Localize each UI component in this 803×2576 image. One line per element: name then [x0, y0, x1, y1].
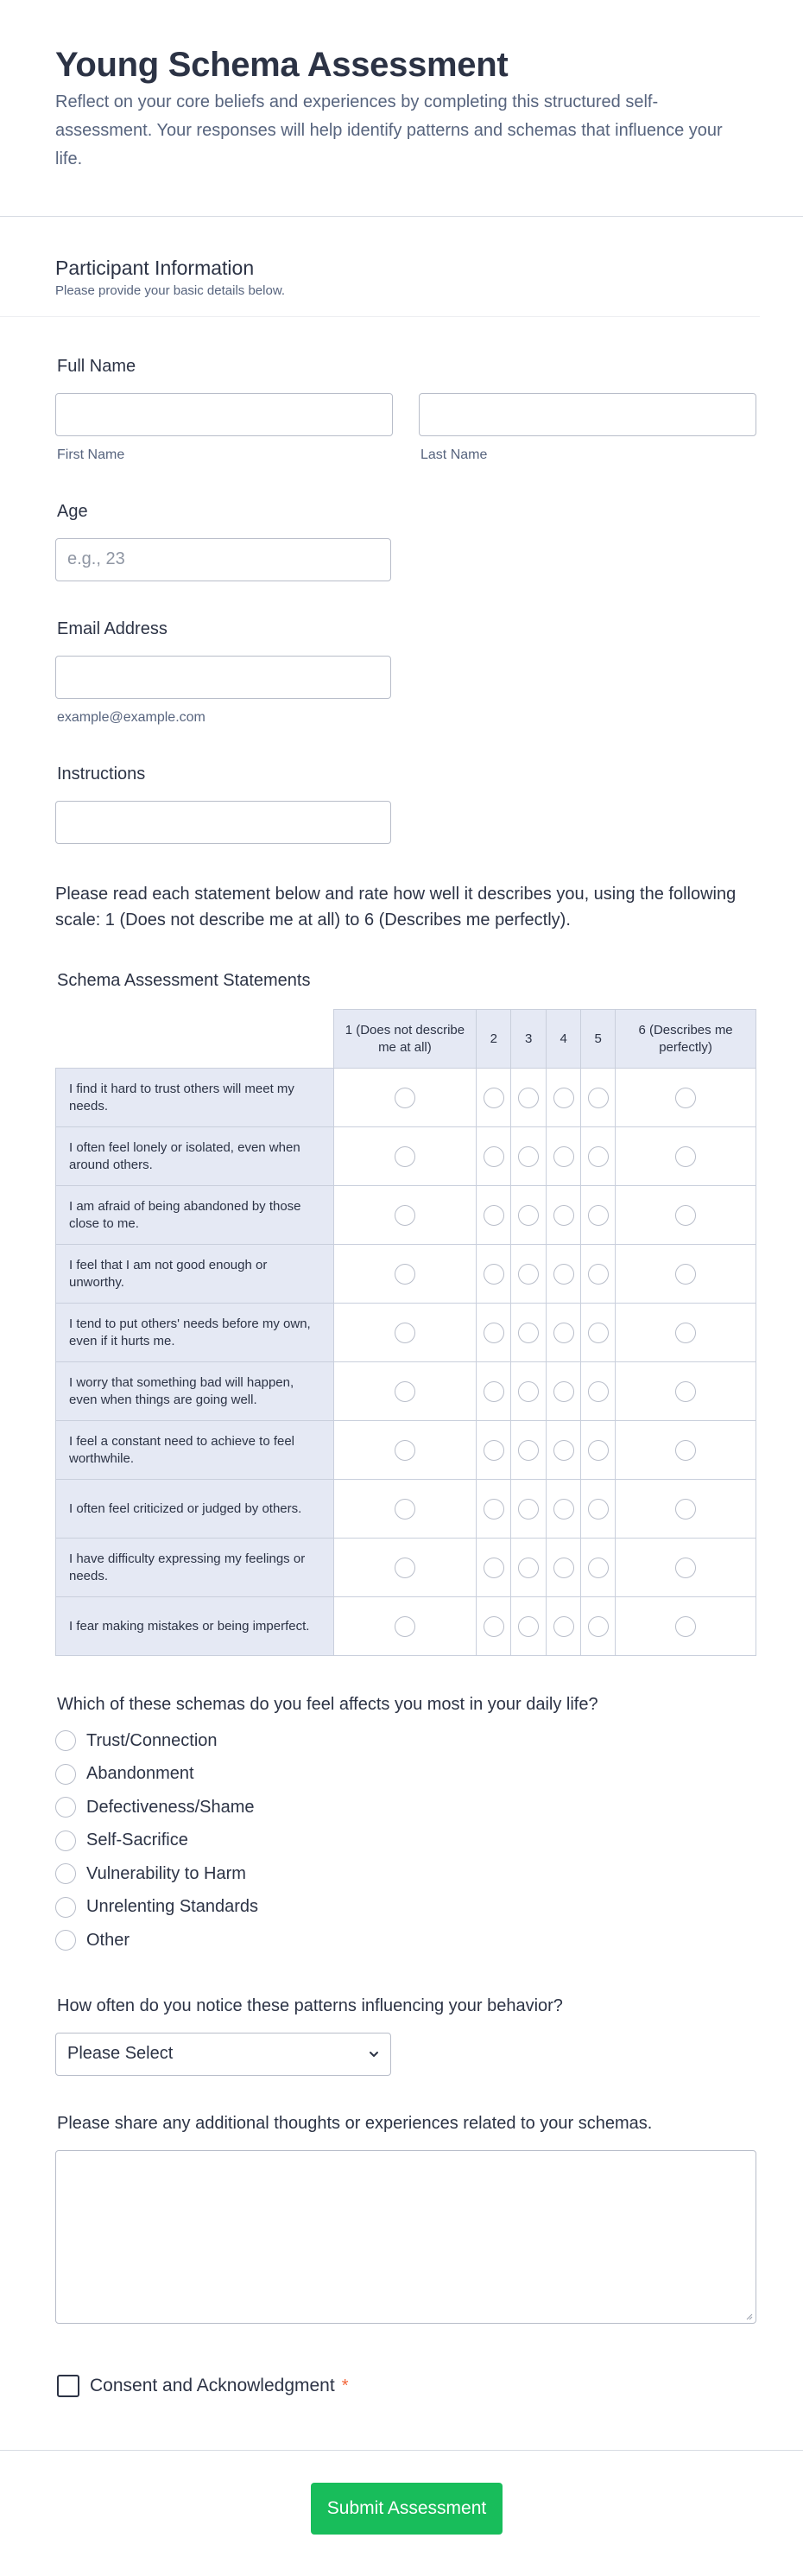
matrix-radio[interactable]	[518, 1381, 539, 1402]
matrix-cell	[581, 1597, 616, 1656]
matrix-cell	[581, 1421, 616, 1480]
consent-label: Consent and Acknowledgment	[90, 2376, 335, 2395]
matrix-row	[56, 1186, 756, 1245]
matrix-cell	[616, 1127, 756, 1186]
email-label: Email Address	[57, 619, 168, 638]
matrix-radio[interactable]	[553, 1323, 574, 1343]
matrix-radio[interactable]	[484, 1616, 504, 1637]
matrix-row	[56, 1304, 756, 1362]
first-name-sublabel: First Name	[57, 447, 125, 462]
matrix-radio[interactable]	[675, 1146, 696, 1167]
matrix-cell	[616, 1421, 756, 1480]
matrix-cell	[616, 1304, 756, 1362]
matrix-cell	[511, 1186, 547, 1245]
matrix-radio[interactable]	[395, 1558, 415, 1578]
matrix-row-statement: I tend to put others' needs before my own, even if it hurts me.	[56, 1304, 334, 1362]
matrix-cell	[547, 1539, 581, 1597]
matrix-radio[interactable]	[395, 1205, 415, 1226]
matrix-cell	[511, 1304, 547, 1362]
schema-option-radio[interactable]	[55, 1764, 76, 1785]
matrix-radio[interactable]	[588, 1440, 609, 1461]
matrix-column-header: 5	[581, 1010, 616, 1069]
form-header	[0, 0, 803, 217]
matrix-radio[interactable]	[675, 1088, 696, 1108]
matrix-cell	[581, 1480, 616, 1539]
matrix-cell	[547, 1421, 581, 1480]
matrix-cell	[511, 1127, 547, 1186]
submit-button[interactable]: Submit Assessment	[311, 2483, 503, 2535]
schema-option[interactable]	[55, 1929, 130, 1951]
matrix-cell	[333, 1539, 477, 1597]
matrix-radio[interactable]	[518, 1440, 539, 1461]
participant-section-header	[0, 217, 760, 317]
matrix-radio[interactable]	[675, 1440, 696, 1461]
chevron-down-icon	[368, 2048, 380, 2060]
matrix-row	[56, 1539, 756, 1597]
matrix-corner	[56, 1010, 334, 1069]
matrix-radio[interactable]	[675, 1323, 696, 1343]
matrix-radio[interactable]	[518, 1558, 539, 1578]
matrix-cell	[547, 1304, 581, 1362]
schema-option-radio[interactable]	[55, 1830, 76, 1851]
matrix-cell	[616, 1069, 756, 1127]
matrix-cell	[511, 1421, 547, 1480]
matrix-row-statement: I find it hard to trust others will meet my needs.	[56, 1069, 334, 1127]
matrix-row	[56, 1480, 756, 1539]
matrix-row	[56, 1127, 756, 1186]
matrix-radio[interactable]	[484, 1205, 504, 1226]
matrix-radio[interactable]	[588, 1264, 609, 1285]
matrix-row-statement: I feel a constant need to achieve to feel worthwhile.	[56, 1421, 334, 1480]
schema-choice-label: Which of these schemas do you feel affects you most in your daily life?	[57, 1695, 598, 1714]
schema-option-label: Trust/Connection	[86, 1730, 218, 1750]
matrix-radio[interactable]	[675, 1381, 696, 1402]
matrix-row-statement: I worry that something bad will happen, even when things are going well.	[56, 1362, 334, 1421]
section-subtitle: Please provide your basic details below.	[55, 283, 285, 298]
schema-option-label: Abandonment	[86, 1764, 194, 1783]
matrix-cell	[333, 1304, 477, 1362]
resize-handle-icon[interactable]	[744, 2312, 753, 2320]
matrix-radio[interactable]	[553, 1440, 574, 1461]
frequency-select[interactable]	[55, 2033, 391, 2076]
matrix-cell	[333, 1186, 477, 1245]
matrix-cell	[477, 1597, 511, 1656]
matrix-radio[interactable]	[518, 1616, 539, 1637]
matrix-radio[interactable]	[395, 1264, 415, 1285]
matrix-row-statement: I feel that I am not good enough or unworthy.	[56, 1245, 334, 1304]
matrix-column-header: 2	[477, 1010, 511, 1069]
matrix-label: Schema Assessment Statements	[57, 971, 311, 990]
matrix-cell	[477, 1480, 511, 1539]
schema-option-label: Defectiveness/Shame	[86, 1797, 255, 1817]
schema-matrix	[55, 1009, 756, 1656]
matrix-radio[interactable]	[588, 1558, 609, 1578]
matrix-column-header: 3	[511, 1010, 547, 1069]
matrix-radio[interactable]	[588, 1323, 609, 1343]
thoughts-label: Please share any additional thoughts or experiences related to your schemas.	[57, 2114, 653, 2133]
last-name-input[interactable]	[419, 393, 756, 436]
matrix-radio[interactable]	[484, 1323, 504, 1343]
matrix-radio[interactable]	[395, 1440, 415, 1461]
matrix-cell	[616, 1186, 756, 1245]
first-name-input[interactable]	[55, 393, 393, 436]
schema-option-label: Other	[86, 1930, 130, 1950]
matrix-radio[interactable]	[588, 1146, 609, 1167]
matrix-cell	[333, 1245, 477, 1304]
matrix-cell	[477, 1245, 511, 1304]
matrix-cell	[581, 1539, 616, 1597]
matrix-cell	[511, 1539, 547, 1597]
full-name-label: Full Name	[57, 357, 136, 376]
matrix-radio[interactable]	[518, 1088, 539, 1108]
schema-option[interactable]	[55, 1763, 194, 1786]
schema-option[interactable]	[55, 1729, 218, 1752]
instructions-text: Please read each statement below and rate how well it describes you, using the following scale: 1 (Does not describe me at all) to 6 (Describes me perfectly).	[55, 885, 737, 930]
matrix-radio[interactable]	[553, 1205, 574, 1226]
matrix-radio[interactable]	[553, 1616, 574, 1637]
matrix-column-header: 4	[547, 1010, 581, 1069]
matrix-radio[interactable]	[553, 1558, 574, 1578]
matrix-radio[interactable]	[588, 1381, 609, 1402]
schema-option-radio[interactable]	[55, 1863, 76, 1884]
matrix-cell	[477, 1186, 511, 1245]
matrix-cell	[333, 1421, 477, 1480]
matrix-row-statement: I have difficulty expressing my feelings or needs.	[56, 1539, 334, 1597]
matrix-cell	[547, 1597, 581, 1656]
required-asterisk: *	[341, 2376, 349, 2395]
matrix-row-statement: I fear making mistakes or being imperfect.	[56, 1597, 334, 1656]
matrix-cell	[477, 1304, 511, 1362]
matrix-radio[interactable]	[675, 1205, 696, 1226]
matrix-cell	[547, 1480, 581, 1539]
schema-option[interactable]	[55, 1796, 255, 1818]
matrix-row-statement: I am afraid of being abandoned by those close to me.	[56, 1186, 334, 1245]
matrix-cell	[477, 1539, 511, 1597]
matrix-row	[56, 1597, 756, 1656]
matrix-column-header: 6 (Describes me perfectly)	[616, 1010, 756, 1069]
matrix-radio[interactable]	[395, 1146, 415, 1167]
matrix-cell	[333, 1069, 477, 1127]
form-title: Young Schema Assessment	[55, 46, 509, 84]
matrix-radio[interactable]	[484, 1440, 504, 1461]
email-input[interactable]	[55, 656, 391, 699]
matrix-cell	[581, 1127, 616, 1186]
matrix-cell	[581, 1186, 616, 1245]
matrix-row	[56, 1362, 756, 1421]
schema-option[interactable]	[55, 1862, 246, 1885]
matrix-radio[interactable]	[395, 1088, 415, 1108]
matrix-cell	[477, 1421, 511, 1480]
schema-option[interactable]	[55, 1896, 258, 1919]
matrix-radio[interactable]	[518, 1499, 539, 1520]
matrix-radio[interactable]	[395, 1616, 415, 1637]
matrix-radio[interactable]	[553, 1088, 574, 1108]
matrix-radio[interactable]	[484, 1558, 504, 1578]
matrix-radio[interactable]	[588, 1499, 609, 1520]
matrix-cell	[511, 1480, 547, 1539]
email-sublabel: example@example.com	[57, 710, 205, 725]
matrix-cell	[547, 1362, 581, 1421]
matrix-cell	[511, 1362, 547, 1421]
matrix-radio[interactable]	[484, 1146, 504, 1167]
matrix-radio[interactable]	[675, 1264, 696, 1285]
matrix-cell	[581, 1362, 616, 1421]
matrix-radio[interactable]	[675, 1616, 696, 1637]
schema-option-radio[interactable]	[55, 1897, 76, 1918]
matrix-cell	[547, 1069, 581, 1127]
frequency-label: How often do you notice these patterns influencing your behavior?	[57, 1996, 563, 2015]
matrix-cell	[616, 1597, 756, 1656]
frequency-select-value: Please Select	[67, 2044, 174, 2063]
matrix-radio[interactable]	[484, 1264, 504, 1285]
matrix-cell	[616, 1245, 756, 1304]
matrix-radio[interactable]	[484, 1499, 504, 1520]
matrix-row-statement: I often feel lonely or isolated, even when around others.	[56, 1127, 334, 1186]
last-name-sublabel: Last Name	[420, 447, 488, 462]
matrix-radio[interactable]	[675, 1558, 696, 1578]
matrix-radio[interactable]	[588, 1616, 609, 1637]
matrix-radio[interactable]	[588, 1088, 609, 1108]
matrix-cell	[616, 1362, 756, 1421]
matrix-row-statement: I often feel criticized or judged by others.	[56, 1480, 334, 1539]
instructions-label: Instructions	[57, 765, 146, 784]
matrix-cell	[616, 1539, 756, 1597]
matrix-cell	[333, 1597, 477, 1656]
thoughts-textarea[interactable]	[55, 2150, 756, 2324]
matrix-column-header: 1 (Does not describe me at all)	[333, 1010, 477, 1069]
matrix-cell	[581, 1304, 616, 1362]
matrix-radio[interactable]	[518, 1323, 539, 1343]
matrix-cell	[511, 1597, 547, 1656]
consent-field	[57, 2375, 348, 2397]
matrix-radio[interactable]	[553, 1146, 574, 1167]
matrix-row	[56, 1245, 756, 1304]
matrix-cell	[547, 1245, 581, 1304]
matrix-radio[interactable]	[395, 1499, 415, 1520]
matrix-cell	[547, 1186, 581, 1245]
schema-option-label: Self-Sacrifice	[86, 1830, 188, 1850]
matrix-cell	[511, 1245, 547, 1304]
matrix-cell	[477, 1362, 511, 1421]
matrix-cell	[581, 1245, 616, 1304]
schema-option-label: Unrelenting Standards	[86, 1897, 259, 1916]
schema-option-radio[interactable]	[55, 1797, 76, 1818]
matrix-cell	[333, 1480, 477, 1539]
matrix-radio[interactable]	[553, 1264, 574, 1285]
matrix-cell	[333, 1127, 477, 1186]
instructions-input[interactable]	[55, 801, 391, 844]
matrix-cell	[333, 1362, 477, 1421]
matrix-cell	[581, 1069, 616, 1127]
matrix-cell	[477, 1069, 511, 1127]
age-input[interactable]: e.g., 23	[55, 538, 391, 581]
schema-option-label: Vulnerability to Harm	[86, 1863, 246, 1883]
matrix-radio[interactable]	[484, 1088, 504, 1108]
form-footer	[0, 2450, 803, 2576]
matrix-radio[interactable]	[675, 1499, 696, 1520]
matrix-cell	[511, 1069, 547, 1127]
schema-option[interactable]	[55, 1830, 188, 1852]
matrix-row	[56, 1069, 756, 1127]
schema-option-radio[interactable]	[55, 1730, 76, 1751]
matrix-radio[interactable]	[395, 1381, 415, 1402]
matrix-cell	[477, 1127, 511, 1186]
form-description: Reflect on your core beliefs and experiences by completing this structured self-assessment. Your responses will help identify patterns and schemas that influence your life.	[55, 92, 723, 168]
matrix-radio[interactable]	[518, 1264, 539, 1285]
matrix-cell	[616, 1480, 756, 1539]
matrix-radio[interactable]	[553, 1381, 574, 1402]
schema-option-radio[interactable]	[55, 1930, 76, 1951]
matrix-cell	[547, 1127, 581, 1186]
matrix-radio[interactable]	[395, 1323, 415, 1343]
matrix-row	[56, 1421, 756, 1480]
matrix-radio[interactable]	[518, 1146, 539, 1167]
matrix-radio[interactable]	[484, 1381, 504, 1402]
consent-checkbox[interactable]	[57, 2375, 79, 2397]
matrix-radio[interactable]	[518, 1205, 539, 1226]
matrix-radio[interactable]	[588, 1205, 609, 1226]
matrix-radio[interactable]	[553, 1499, 574, 1520]
section-title: Participant Information	[55, 257, 255, 279]
age-label: Age	[57, 502, 88, 521]
